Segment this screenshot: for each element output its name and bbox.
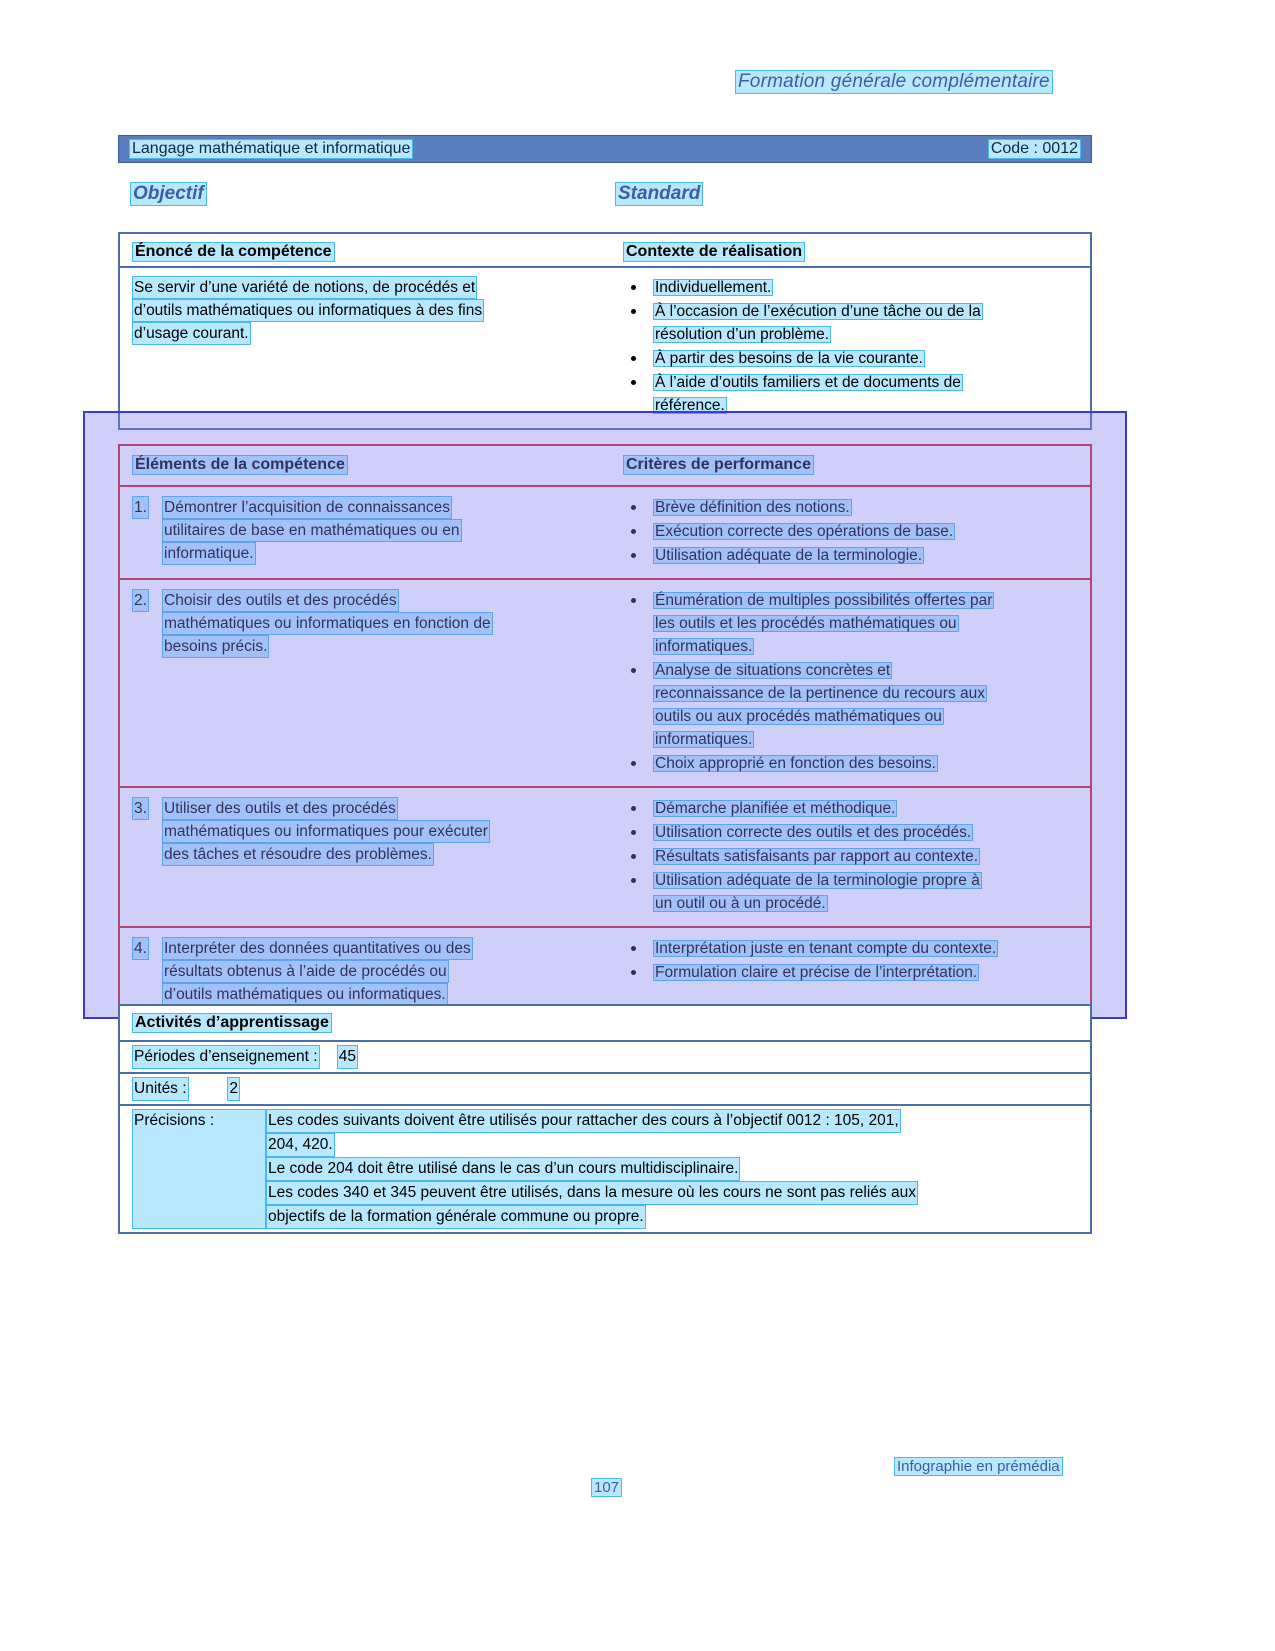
criterion-line: Utilisation adéquate de la terminologie propre à [655,872,980,889]
element-line: Démontrer l’acquisition de connaissances [162,496,452,519]
header-criteres-performance: Critères de performance [623,455,814,475]
element-number: 1. [132,496,149,519]
criterion-line: Interprétation juste en tenant compte du contexte. [655,940,997,957]
bullet-icon [631,806,636,811]
header-enonce-competence: Énoncé de la compétence [132,242,335,262]
table-row [120,928,1090,1016]
element-item [132,797,607,866]
column-headings [118,182,1092,208]
header-contexte-realisation: Contexte de réalisation [623,242,805,262]
bullet-icon [631,553,636,558]
cell-enonce-text [120,268,617,428]
criterion-line: Brève définition des notions. [655,499,850,516]
list-item [623,589,1080,658]
criterion-line: informatiques. [655,731,753,748]
bullet-icon [631,380,636,385]
list-item [623,961,1080,984]
table-row [120,788,1090,928]
element-line: Interpréter des données quantitatives ou des [162,937,473,960]
bullet-icon [631,878,636,883]
heading-standard: Standard [615,182,703,206]
list-item [623,300,1080,346]
element-line: Utiliser des outils et des procédés [162,797,398,820]
list-item [623,845,1080,868]
criteria-list [623,496,1080,567]
precisions-row [120,1106,1090,1232]
periodes-value: 45 [337,1045,358,1069]
precisions-line: Les codes 340 et 345 peuvent être utilisés, dans la mesure où les cours ne sont pas reliés aux [266,1181,918,1205]
list-item [623,520,1080,543]
list-item [623,496,1080,519]
criterion-line: Démarche planifiée et méthodique. [655,800,896,817]
element-line: besoins précis. [162,635,269,658]
bullet-icon [631,668,636,673]
enonce-line: Se servir d’une variété de notions, de procédés et [132,276,477,299]
list-item [623,869,1080,915]
running-header: Formation générale complémentaire [735,70,1053,94]
cell-contexte-list [617,268,1090,428]
bullet-icon [631,854,636,859]
criterion-line: Exécution correcte des opérations de base. [655,523,954,540]
contexte-line: résolution d’un problème. [655,326,830,343]
contexte-list [623,276,1080,417]
element-line: mathématiques ou informatiques en fonction de [162,612,493,635]
contexte-line: À partir des besoins de la vie courante. [655,350,923,367]
table-row [120,446,1090,487]
bullet-icon [631,285,636,290]
criterion-line: un outil ou à un procédé. [655,895,826,912]
list-item [623,544,1080,567]
bullet-icon [631,598,636,603]
unites-row [120,1074,1090,1106]
criterion-line: informatiques. [655,638,753,655]
header-elements-competence: Éléments de la compétence [132,455,348,475]
enonce-line: d’outils mathématiques ou informatiques à des fins [132,299,484,322]
criterion-line: reconnaissance de la pertinence du recours aux [655,685,986,702]
precisions-label: Précisions : [132,1109,266,1229]
criterion-line: Choix approprié en fonction des besoins. [655,755,936,772]
competency-title: Langage mathématique et informatique [129,139,413,159]
list-item [623,347,1080,370]
criterion-line: les outils et les procédés mathématiques ou [655,615,957,632]
list-item [623,821,1080,844]
cell-element-2 [120,580,617,786]
element-line: des tâches et résoudre des problèmes. [162,843,434,866]
cell-criteres-2 [617,580,1090,786]
table-row [120,487,1090,580]
element-number: 2. [132,589,149,612]
cell-header-contexte [617,234,1090,266]
cell-element-1 [120,487,617,578]
contexte-line: référence. [655,397,725,414]
table-row [120,234,1090,268]
cell-criteres-4 [617,928,1090,1016]
bullet-icon [631,356,636,361]
bullet-icon [631,309,636,314]
header-activites: Activités d’apprentissage [132,1013,332,1033]
table-row [120,268,1090,428]
criterion-line: Utilisation correcte des outils et des procédés. [655,824,972,841]
periodes-row [120,1042,1090,1074]
list-item [623,276,1080,299]
page-number: 107 [591,1478,622,1497]
competency-code: Code : 0012 [988,139,1081,159]
bullet-icon [631,946,636,951]
element-item [132,589,607,658]
precisions-line: 204, 420. [266,1133,335,1157]
criterion-line: Utilisation adéquate de la terminologie. [655,547,923,564]
contexte-line: À l’aide d’outils familiers et de documents de [655,374,961,391]
criterion-line: Analyse de situations concrètes et [655,662,891,679]
cell-header-enonce [120,234,617,266]
cell-criteres-3 [617,788,1090,926]
criterion-line: outils ou aux procédés mathématiques ou [655,708,942,725]
cell-header-elements [120,446,617,485]
precisions-line: Le code 204 doit être utilisé dans le cas d’un cours multidisciplinaire. [266,1157,740,1181]
criterion-line: Résultats satisfaisants par rapport au contexte. [655,848,979,865]
precisions-line: objectifs de la formation générale commune ou propre. [266,1205,646,1229]
cell-criteres-1 [617,487,1090,578]
bullet-icon [631,970,636,975]
table-enonce-contexte [118,232,1092,430]
criteria-list [623,937,1080,984]
table-elements-criteres [118,444,1092,1018]
element-line: Choisir des outils et des procédés [162,589,399,612]
criterion-line: Énumération de multiples possibilités offertes par [655,592,993,609]
list-item [623,752,1080,775]
heading-objectif: Objectif [130,182,207,206]
cell-element-4 [120,928,617,1016]
criteria-list [623,589,1080,775]
contexte-line: À l’occasion de l’exécution d’une tâche ou de la [655,303,981,320]
bullet-icon [631,830,636,835]
precisions-line: Les codes suivants doivent être utilisés pour rattacher des cours à l’objectif 0012 : 105, 201, [266,1109,901,1133]
cell-header-criteres [617,446,1090,485]
enonce-line: d’usage courant. [132,322,251,345]
bullet-icon [631,761,636,766]
footer-program-name: Infographie en prémédia [894,1457,1063,1476]
unites-value: 2 [227,1077,240,1101]
element-line: résultats obtenus à l’aide de procédés ou [162,960,449,983]
table-row [120,580,1090,788]
contexte-line: Individuellement. [655,279,772,296]
criteria-list [623,797,1080,915]
element-number: 3. [132,797,149,820]
element-line: informatique. [162,542,256,565]
list-item [623,371,1080,417]
list-item [623,797,1080,820]
list-item [623,659,1080,751]
element-line: utilitaires de base en mathématiques ou en [162,519,462,542]
competency-title-bar [118,135,1092,163]
element-item [132,937,607,1006]
bullet-icon [631,529,636,534]
cell-element-3 [120,788,617,926]
periodes-label: Périodes d’enseignement : [132,1045,320,1069]
criterion-line: Formulation claire et précise de l’interprétation. [655,964,978,981]
activites-header-row [120,1006,1090,1042]
list-item [623,937,1080,960]
element-line: d’outils mathématiques ou informatiques. [162,983,448,1006]
bullet-icon [631,505,636,510]
element-item [132,496,607,565]
table-activites-apprentissage [118,1004,1092,1234]
precisions-body [266,1109,1078,1229]
unites-label: Unités : [132,1077,189,1101]
element-number: 4. [132,937,149,960]
element-line: mathématiques ou informatiques pour exécuter [162,820,490,843]
